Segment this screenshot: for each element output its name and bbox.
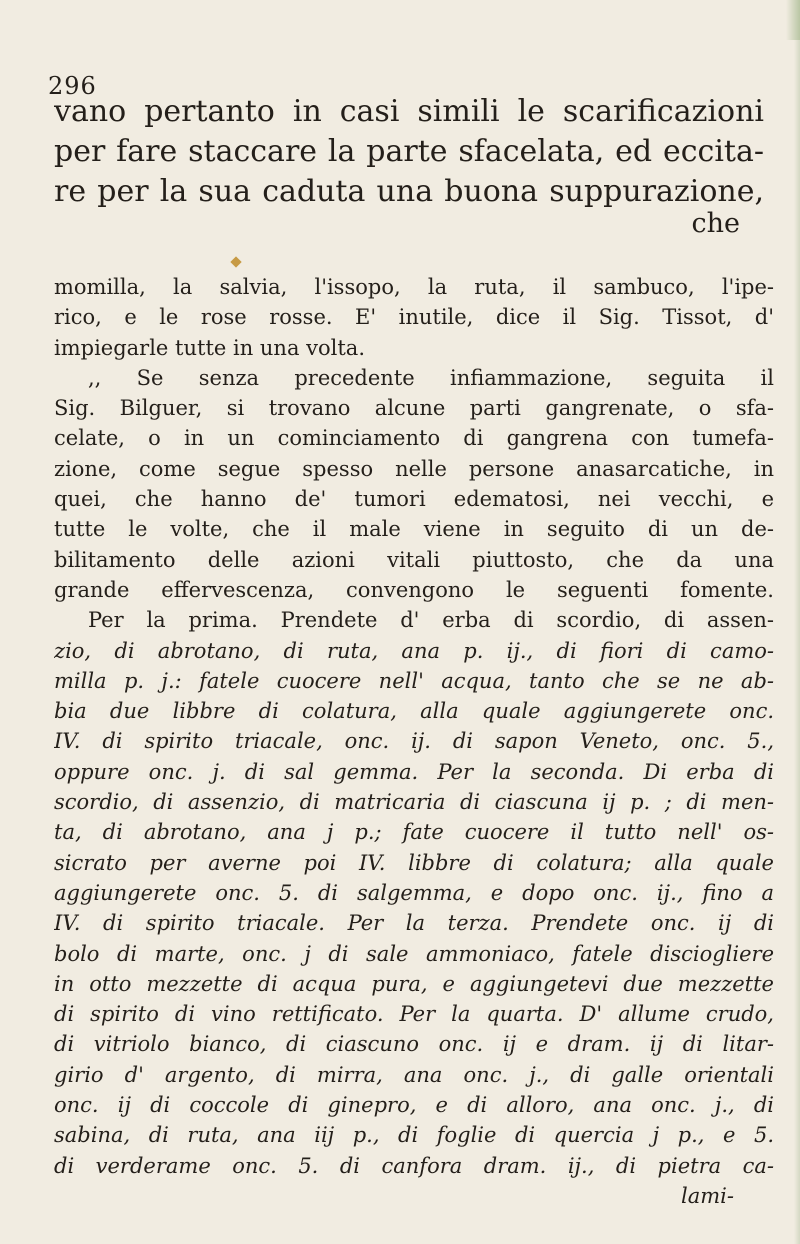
bottom-catchword: lami- [681,1183,734,1208]
text-line: ta, di abrotano, ana j p.; fate cuocere il tutto nell' os- [54,820,774,845]
text-line: momilla, la salvia, l'issopo, la ruta, il sambuco, l'ipe- [54,275,774,299]
text-line: bia due libbre di colatura, alla quale aggiungerete onc. [54,699,774,724]
text-line: scordio, di assenzio, di matricaria di ciascuna ij p. ; di men- [54,790,774,815]
text-line: per fare staccare la parte sfacelata, ed eccita- [54,134,764,169]
text-line: di spirito di vino rettificato. Per la quarta. D' allume crudo, [54,1002,774,1027]
text-line: onc. ij di coccole di ginepro, e di alloro, ana onc. j., di [54,1093,774,1118]
top-paragraph [54,92,764,212]
page-number: 296 [48,72,97,100]
catchword: che [691,208,740,239]
text-line: girio d' argento, di mirra, ana onc. j., di galle orientali [54,1062,774,1087]
main-text [54,272,774,1211]
text-line: di verderame onc. 5. di canfora dram. ij., di pietra ca- [54,1153,774,1178]
text-line: di vitriolo bianco, di ciascuno onc. ij e dram. ij di litar- [54,1032,774,1057]
text-line: celate, o in un cominciamento di gangrena con tumefa- [54,426,774,451]
text-line: impiegarle tutte in una volta. [54,335,366,360]
text-line: oppure onc. j. di sal gemma. Per la seconda. Di erba di [54,759,774,784]
text-line: milla p. j.: fatele cuocere nell' acqua, tanto che se ne ab- [54,668,774,693]
text-line: ,, Se senza precedente infiammazione, seguita il [88,365,774,390]
text-line: tutte le volte, che il male viene in seguito di un de- [54,517,774,542]
text-line: Per la prima. Prendete d' erba di scordio, di assen- [88,608,774,633]
text-line: IV. di spirito triacale, onc. ij. di sapon Veneto, onc. 5., [54,729,774,754]
text-line: sicrato per averne poi IV. libbre di colatura; alla quale [54,850,774,875]
text-line: vano pertanto in casi simili le scarificazioni [54,94,764,129]
text-line: re per la sua caduta una buona suppurazione, [54,174,764,209]
text-line: rico, e le rose rosse. E' inutile, dice il Sig. Tissot, d' [54,305,774,330]
page-edge-shadow [794,40,800,1244]
text-line: in otto mezzette di acqua pura, e aggiungetevi due mezzette [54,971,774,996]
text-line: grande effervescenza, convengono le seguenti fomente. [54,577,774,602]
text-line: bilitamento delle azioni vitali piuttosto, che da una [54,547,774,572]
text-line: quei, che hanno de' tumori edematosi, nei vecchi, e [54,487,774,512]
text-line: zione, come segue spesso nelle persone anasarcatiche, in [54,456,774,481]
page-edge-stain [786,0,800,40]
text-line: aggiungerete onc. 5. di salgemma, e dopo onc. ij., fino a [54,880,774,905]
ornament-mark [230,256,241,267]
text-line: sabina, di ruta, ana iij p., di foglie di quercia j p., e 5. [54,1123,774,1148]
text-line: Sig. Bilguer, si trovano alcune parti gangrenate, o sfa- [54,396,774,421]
text-line: zio, di abrotano, di ruta, ana p. ij., di fiori di camo- [54,638,774,663]
text-line: bolo di marte, onc. j di sale ammoniaco, fatele disciogliere [54,941,774,966]
text-line: IV. di spirito triacale. Per la terza. Prendete onc. ij di [54,911,774,936]
